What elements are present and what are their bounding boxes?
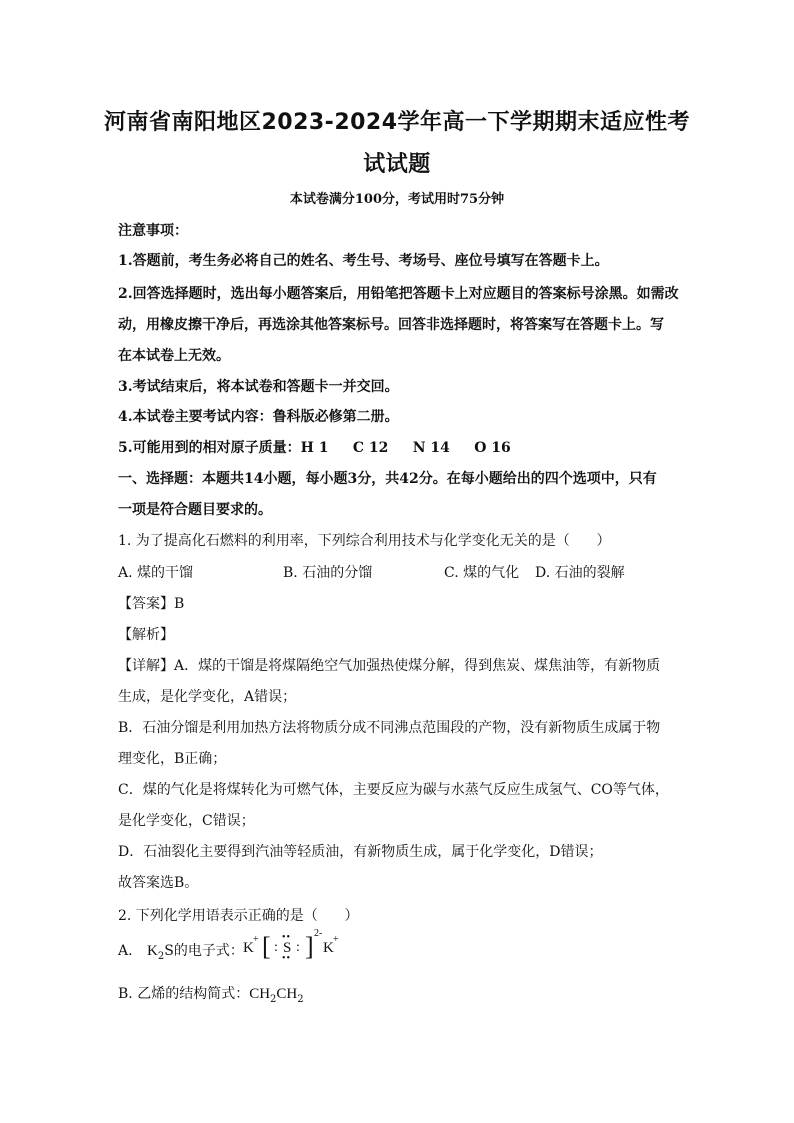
q2-option-a-text: S的电子式：: [164, 943, 244, 959]
q1-detail-a-line1: 【详解】A．煤的干馏是将煤隔绝空气加强热使煤分解，得到焦炭、煤焦油等，有新物质: [118, 658, 661, 674]
note-2-line3: 在本试卷上无效。: [118, 348, 230, 364]
q1-option-d: D. 石油的裂解: [535, 565, 625, 581]
note-2-line1: 2.回答选择题时，选出每小题答案后，用铅笔把答题卡上对应题目的答案标号涂黑。如需改: [118, 286, 679, 302]
ed-bottom-dots: ••: [282, 953, 292, 964]
q1-detail-d: D．石油裂化主要得到汽油等轻质油，有新物质生成，属于化学变化，D错误；: [118, 844, 603, 860]
q2-option-b-sub1: 2: [270, 993, 277, 1005]
section1-heading-line2: 一项是符合题目要求的。: [118, 502, 272, 518]
q1-option-a: A. 煤的干馏: [118, 565, 194, 581]
ed-plus2: +: [333, 934, 339, 945]
q2-option-b-ch2: CH: [276, 986, 298, 1002]
ed-k2: K: [323, 940, 334, 956]
note-1: 1.答题前，考生务必将自己的姓名、考生号、考场号、座位号填写在答题卡上。: [118, 253, 609, 269]
q2-option-b-sub2: 2: [297, 993, 304, 1005]
note-5: 5.可能用到的相对原子质量：H 1 C 12 N 14 O 16: [118, 440, 511, 456]
exam-title-line2: 试试题: [363, 152, 431, 177]
ed-left-pair: :: [274, 940, 278, 955]
q1-answer: 【答案】B: [118, 596, 185, 612]
q2-option-a-k: K: [147, 943, 158, 959]
q2-option-b-ch1: CH: [249, 986, 271, 1002]
note-3: 3.考试结束后，将本试卷和答题卡一并交回。: [118, 379, 399, 395]
exam-title-line1: 河南省南阳地区2023-2024学年高一下学期期末适应性考: [103, 110, 691, 135]
section1-heading-line1: 一、选择题：本题共14小题，每小题3分，共42分。在每小题给出的四个选项中，只有: [118, 471, 657, 487]
notes-heading: 注意事项：: [118, 223, 188, 239]
q1-analysis-heading: 【解析】: [118, 627, 174, 643]
q1-stem: 1. 为了提高化石燃料的利用率，下列综合利用技术与化学变化无关的是（ ）: [118, 533, 611, 549]
note-2-line2: 动，用橡皮擦干净后，再选涂其他答案标号。回答非选择题时，将答案写在答题卡上。写: [118, 317, 664, 333]
ed-s: S: [283, 940, 292, 956]
note-4: 4.本试卷主要考试内容：鲁科版必修第二册。: [118, 409, 399, 425]
ed-left-bracket: [: [262, 932, 271, 961]
q1-detail-b-line2: 理变化，B正确；: [118, 751, 227, 767]
q1-detail-b-line1: B．石油分馏是利用加热方法将物质分成不同沸点范围段的产物，没有新物质生成属于物: [118, 720, 661, 736]
q1-detail-c-line2: 是化学变化，C错误；: [118, 813, 255, 829]
q1-detail-c-line1: C．煤的气化是将煤转化为可燃气体，主要反应为碳与水蒸气反应生成氢气、CO等气体，: [118, 782, 669, 798]
exam-subtitle: 本试卷满分100分，考试用时75分钟: [289, 192, 505, 207]
q2-option-a: [118, 940, 244, 962]
q2-option-b-text: B. 乙烯的结构简式：: [118, 986, 250, 1002]
q2-option-a-label: A.: [118, 943, 133, 959]
q2-option-b: [118, 983, 304, 1005]
ed-plus1: +: [253, 934, 259, 945]
q1-option-c: C. 煤的气化: [444, 565, 520, 581]
q1-detail-a-line2: 生成，是化学变化，A错误；: [118, 689, 297, 705]
q2-option-a-sub: 2: [157, 950, 165, 962]
ed-charge: 2-: [314, 928, 323, 939]
ed-right-bracket: ]: [305, 932, 314, 961]
q1-option-b: B. 石油的分馏: [283, 565, 373, 581]
ed-k1: K: [243, 940, 254, 956]
ed-top-dots: ••: [282, 932, 292, 943]
q2-stem: 2. 下列化学用语表示正确的是（ ）: [118, 908, 359, 924]
ed-right-pair: :: [296, 940, 300, 955]
q1-conclusion: 故答案选B。: [118, 875, 199, 891]
